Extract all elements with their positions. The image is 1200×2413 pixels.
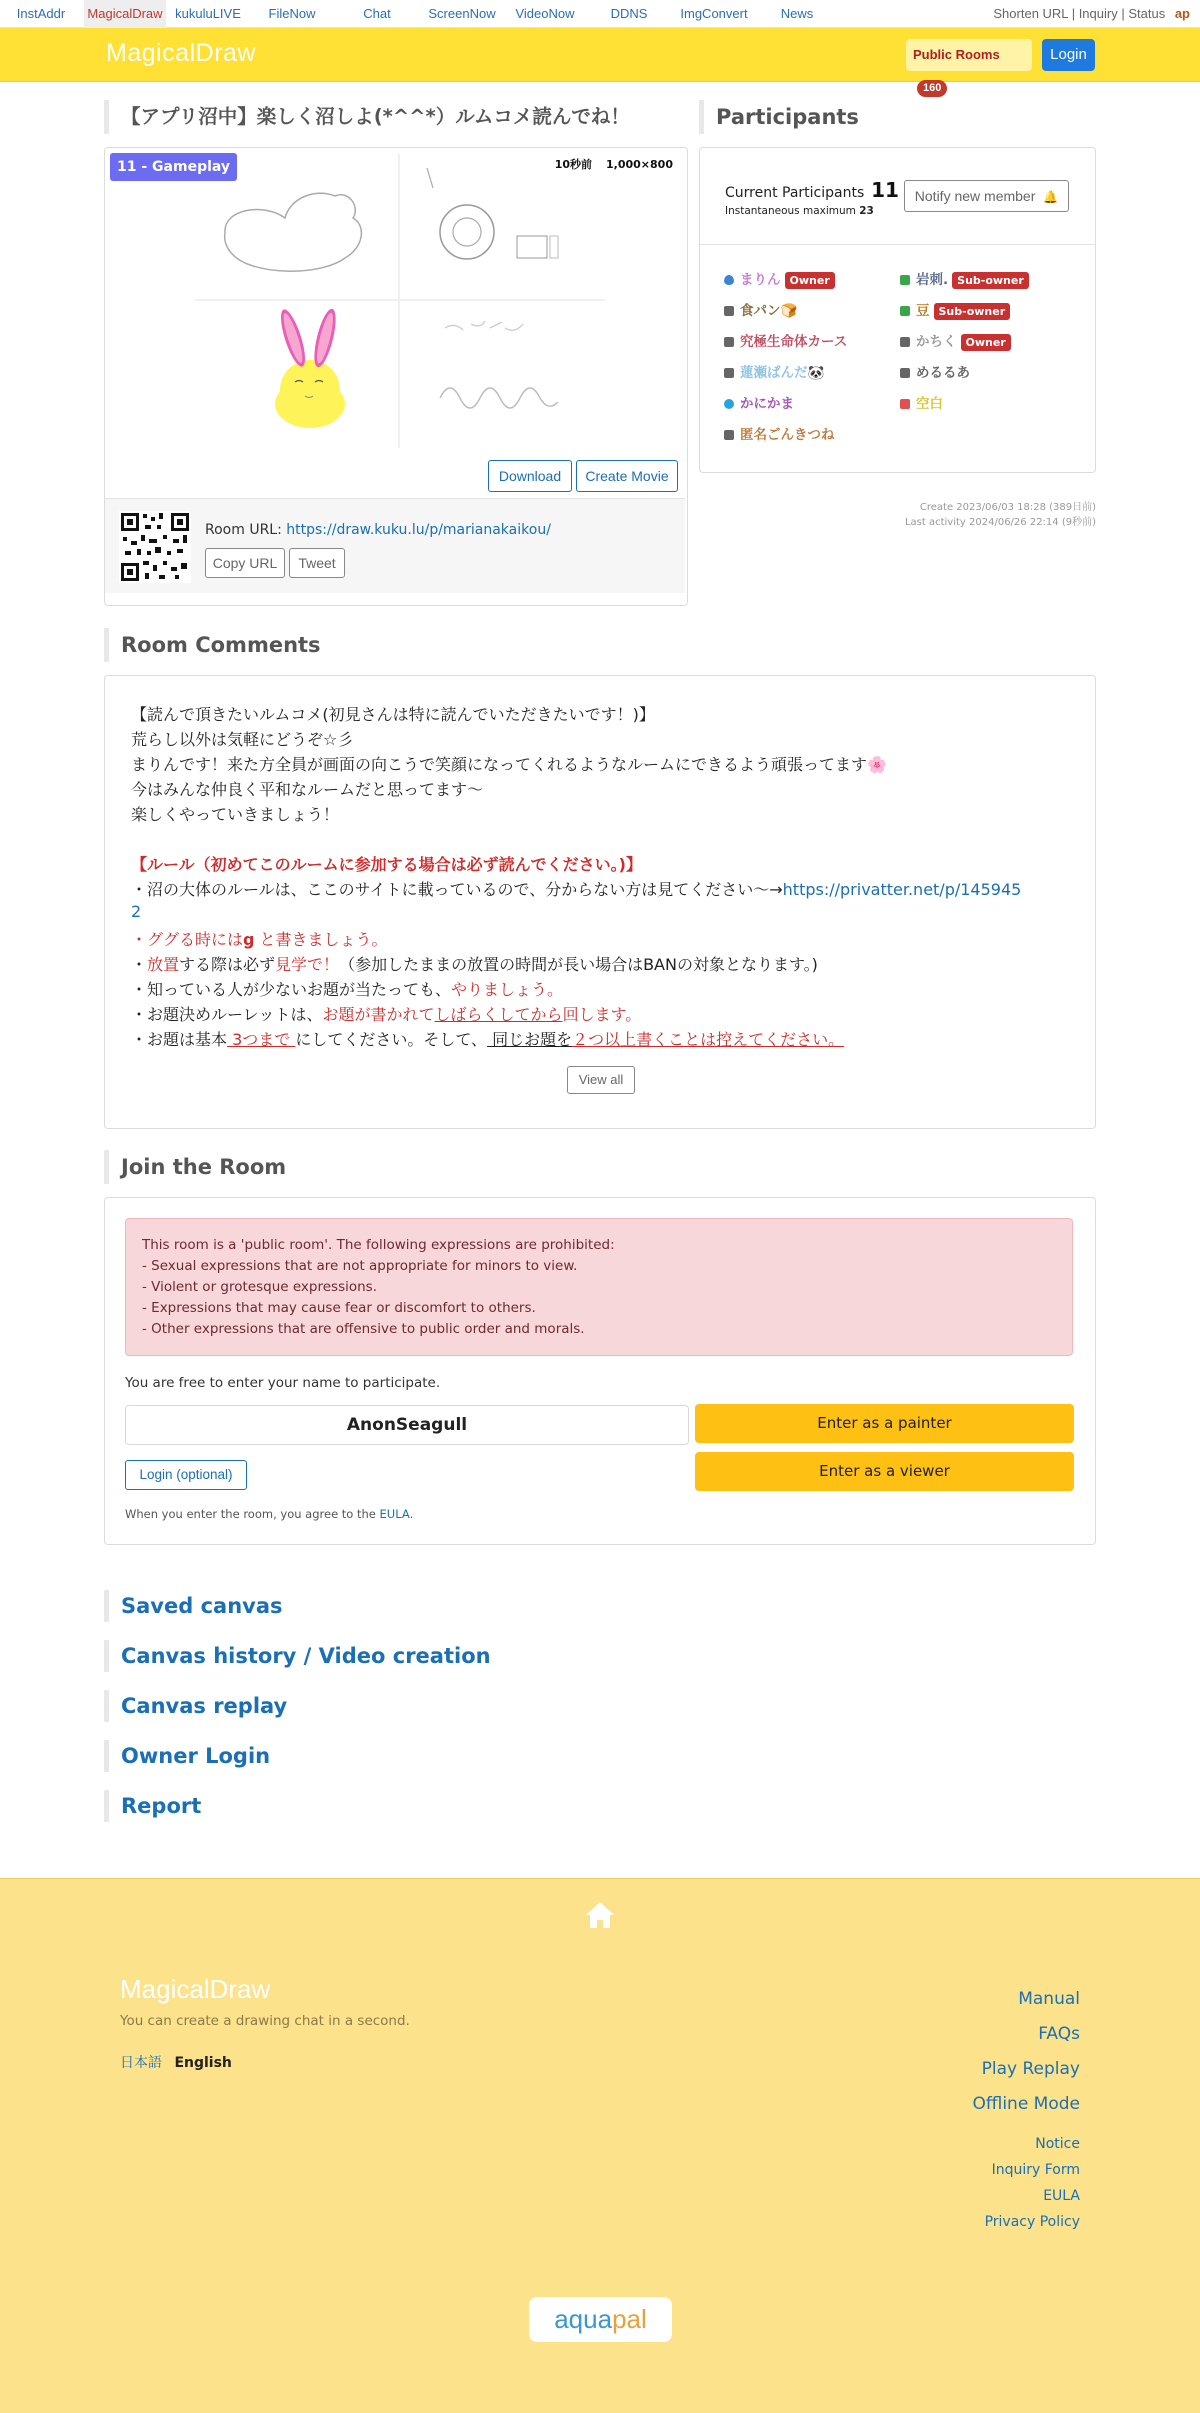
room-url-label: Room URL: [205,522,282,538]
rule-text-red: お題が書かれて [322,1005,435,1024]
service-screennow[interactable]: ScreenNow [428,6,496,21]
footer-faqs-link[interactable]: FAQs [1038,2024,1080,2044]
participant-item[interactable] [900,268,1029,289]
room-url-link[interactable]: https://draw.kuku.lu/p/marianakaikou/ [286,522,551,538]
rule-text-underline: 同じお題を [487,1030,573,1049]
app-icon [900,399,910,409]
instantaneous-max-label: Instantaneous maximum [725,205,856,217]
warning-line: - Other expressions that are offensive to public order and morals. [142,1321,585,1337]
shorten-url-link[interactable]: Shorten URL [993,6,1069,21]
name-input[interactable]: AnonSeagull [125,1405,689,1445]
join-room-heading: Join the Room [104,1150,404,1184]
last-activity-date: Last activity 2024/06/26 22:14 (9秒前) [904,517,1096,528]
comment-line: 楽しくやっていきましょう！ [131,805,340,824]
warning-line: - Expressions that may cause fear or discomfort to others. [142,1300,536,1316]
participant-name: 究極生命体カース [740,334,848,350]
status-link[interactable]: Status [1128,6,1166,21]
service-imgconvert[interactable]: ImgConvert [680,6,748,21]
user-icon [724,306,734,316]
rule-line-6 [131,1027,844,1050]
lang-japanese-link[interactable]: 日本語 [120,2055,162,2071]
public-rooms-label: Public Rooms [913,47,1000,62]
user-icon [900,368,910,378]
footer [0,1878,1200,2413]
service-ddns[interactable]: DDNS [610,6,648,21]
participant-item[interactable] [900,361,970,381]
eula-agreement [125,1507,413,1521]
participant-name: 豆 [916,303,930,319]
room-comments-heading: Room Comments [104,628,404,662]
footer-privacy-policy-link[interactable]: Privacy Policy [984,2214,1080,2230]
qr-code-icon [119,511,191,583]
room-url-row [205,522,551,538]
instantaneous-max-count: 23 [859,205,874,217]
warning-line: - Sexual expressions that are not appropriate for minors to view. [142,1258,578,1274]
rule-text: ・ [131,955,148,974]
service-kukululive[interactable]: kukuluLIVE [175,6,241,21]
room-url-section [105,498,685,593]
aquapal-logo-part: pal [612,2304,647,2334]
service-bar [0,0,1200,28]
bird-doodle [225,193,362,271]
footer-manual-link[interactable]: Manual [1018,1989,1080,2009]
role-badge: Owner [961,334,1011,351]
participant-name: 蓮瀬ぱんだ🐼 [740,365,825,381]
participant-item[interactable] [900,330,1011,351]
rule-text: にしてください。そして、 [295,1030,488,1049]
free-to-enter-text: You are free to enter your name to participate. [125,1375,441,1391]
user-icon [724,337,734,347]
public-rooms-button[interactable] [906,39,1032,94]
android-icon [900,275,910,285]
footer-brand: MagicalDraw [120,1974,271,2004]
rule-text: と書きましょう。 [254,930,388,949]
water-drop-icon [724,275,734,285]
service-filenow[interactable]: FileNow [268,6,316,21]
service-videonow[interactable]: VideoNow [515,6,575,21]
user-icon [900,337,910,347]
rule-text: （参加したままの放置の時間が長い場合はBANの対象となります。) [339,955,818,974]
participants-heading: Participants [699,100,1099,134]
comment-line: 今はみんな仲良く平和なルームだと思ってます〜 [131,780,484,799]
rule-text: ・お題は基本 [131,1030,228,1049]
enter-as-painter-button[interactable]: Enter as a painter [695,1404,1074,1443]
rule-heading: 【ルール（初めてこのルームに参加する場合は必ず読んでください。)】 [131,855,642,874]
service-instaddr[interactable]: InstAddr [16,6,66,21]
rule-text: ・沼の大体のルールは、ここのサイトに載っているので、分からない方は見てください〜→ [131,880,783,899]
aquapal-logo[interactable] [529,2297,672,2342]
canvas-meta [541,156,673,172]
separator: | [1071,6,1079,21]
warning-line: - Violent or grotesque expressions. [142,1279,377,1295]
public-room-warning [125,1218,1073,1356]
room-title: 【アプリ沼中】楽しく沼しよ(*^^*）ルムコメ読んでね！ [104,100,684,134]
participant-item[interactable] [900,299,1010,320]
canvas-replay-link[interactable]: Canvas replay [104,1690,287,1722]
room-comments-card [104,675,1096,1129]
participant-name: まりん [740,272,781,288]
current-participants-count: 11 [871,178,899,202]
eula-link[interactable]: EULA [379,1507,410,1521]
participant-item[interactable] [724,392,794,412]
download-button[interactable]: Download [488,460,572,492]
rule-line-1-cont [131,902,141,921]
view-all-button[interactable]: View all [567,1066,635,1094]
instantaneous-max [725,205,874,217]
participant-name: 空白 [916,396,943,412]
home-icon[interactable] [585,1901,615,1929]
participant-item[interactable] [724,361,824,381]
participant-name: めるるあ [916,365,970,381]
footer-inquiry-form-link[interactable]: Inquiry Form [991,2162,1080,2178]
footer-notice-link[interactable]: Notice [1035,2136,1080,2152]
role-badge: Sub-owner [934,303,1011,320]
rule-line-2 [131,927,388,950]
copy-url-button[interactable]: Copy URL [205,548,285,578]
bell-icon: 🔔 [1043,190,1059,204]
canvas-history-link[interactable]: Canvas history / Video creation [104,1640,491,1672]
aquapal-logo-part: aqua [554,2304,613,2334]
rule-text-bold: g [243,930,255,949]
rule-text-red: 放置 [147,955,180,974]
canvas-preview[interactable] [105,148,685,498]
language-switch [120,2052,232,2072]
rule-line-5 [131,1002,641,1025]
canvas-drawing [105,148,685,498]
rule-text-red: やりましょう。 [451,980,564,999]
current-participants-label: Current Participants [725,185,865,201]
canvas-size: 1,000×800 [606,158,673,171]
comment-line: まりんです！来た方全員が画面の向こうで笑顔になってくれるようなルームにできるよう頑張ってます🌸 [131,755,887,774]
room-timestamps [699,500,1096,530]
rule-text-red: 見学で！ [275,955,340,974]
participant-item[interactable] [724,268,835,289]
service-news[interactable]: News [780,6,814,21]
comment-line: 荒らし以外は気軽にどうぞ☆彡 [131,730,354,749]
eula-agreement-suffix: . [409,1507,414,1521]
rule-line-1 [131,877,1021,900]
participant-item[interactable] [900,392,943,412]
warning-line: This room is a 'public room'. The following expressions are prohibited: [142,1237,615,1253]
main-header [0,28,1200,94]
footer-eula-link[interactable]: EULA [1043,2188,1080,2204]
login-button[interactable]: Login [1042,39,1095,71]
globe-icon [724,399,734,409]
aquapal-logo[interactable]: ap [1174,6,1190,21]
separator: | [1121,6,1129,21]
user-icon [724,368,734,378]
canvas-time: 10秒前 [554,158,593,171]
participants-card [699,147,1096,473]
rule-text-underline: ２つ以上書くことは控えてください。 [572,1030,845,1049]
inquiry-link[interactable]: Inquiry [1078,6,1118,21]
participant-item[interactable] [724,330,847,350]
rule-text-red: 回します。 [562,1005,642,1024]
participant-item[interactable] [724,299,797,319]
participant-name: かにかま [740,396,794,412]
privatter-link-cont[interactable]: 2 [131,902,142,921]
comment-line: 【読んで頂きたいルムコメ(初見さんは特に読んでいただきたいです！)】 [131,705,655,724]
rule-text: ・知っている人が少ないお題が当たっても、 [131,980,452,999]
rule-text-underline: 3つまで [227,1030,296,1049]
android-icon [900,306,910,316]
enter-as-viewer-button[interactable]: Enter as a viewer [695,1452,1074,1491]
participant-name: 食パン🍞 [740,303,798,319]
role-badge: Owner [785,272,835,289]
participant-name: 匿名ごんきつね [740,427,835,443]
divider [700,244,1095,245]
participant-name: 岩刺. [916,272,949,288]
brand-logo[interactable]: MagicalDraw [106,39,256,67]
report-link[interactable]: Report [104,1790,201,1822]
lang-english[interactable]: English [174,2055,232,2071]
rule-text: ・ググる時には [131,930,244,949]
rule-line-3 [131,952,818,975]
participant-item[interactable] [724,423,835,443]
created-date: Create 2023/06/03 18:28 (389日前) [919,502,1096,513]
rule-text: する際は必ず [179,955,276,974]
footer-play-replay-link[interactable]: Play Replay [981,2059,1080,2079]
footer-offline-mode-link[interactable]: Offline Mode [972,2094,1080,2114]
eula-agreement-text: When you enter the room, you agree to the [125,1507,376,1521]
canvas-card [104,147,688,606]
create-movie-button[interactable]: Create Movie [576,460,678,492]
notify-new-member-label: Notify new member [914,188,1036,204]
current-participants [725,178,899,202]
service-magicaldraw[interactable]: MagicalDraw [84,0,166,28]
user-icon [724,430,734,440]
service-bar-right [993,0,1190,28]
gameplay-badge: 11 - Gameplay [110,153,237,181]
login-optional-button[interactable]: Login (optional) [125,1460,247,1490]
rule-line-4 [131,977,563,1000]
notify-new-member-button[interactable] [904,180,1069,212]
privatter-link[interactable]: https://privatter.net/p/145945 [782,880,1022,899]
owner-login-link[interactable]: Owner Login [104,1740,270,1772]
saved-canvas-link[interactable]: Saved canvas [104,1590,283,1622]
role-badge: Sub-owner [952,272,1029,289]
rule-text: ・お題決めルーレットは、 [131,1005,323,1024]
rule-text-underline: しばらくしてから [434,1005,563,1024]
join-room-card [104,1197,1096,1545]
tweet-button[interactable]: Tweet [289,548,345,578]
footer-tagline: You can create a drawing chat in a second. [120,2013,410,2029]
public-rooms-count: 160 [917,80,947,97]
participant-name: かちく [916,334,957,350]
service-chat[interactable]: Chat [363,6,391,21]
